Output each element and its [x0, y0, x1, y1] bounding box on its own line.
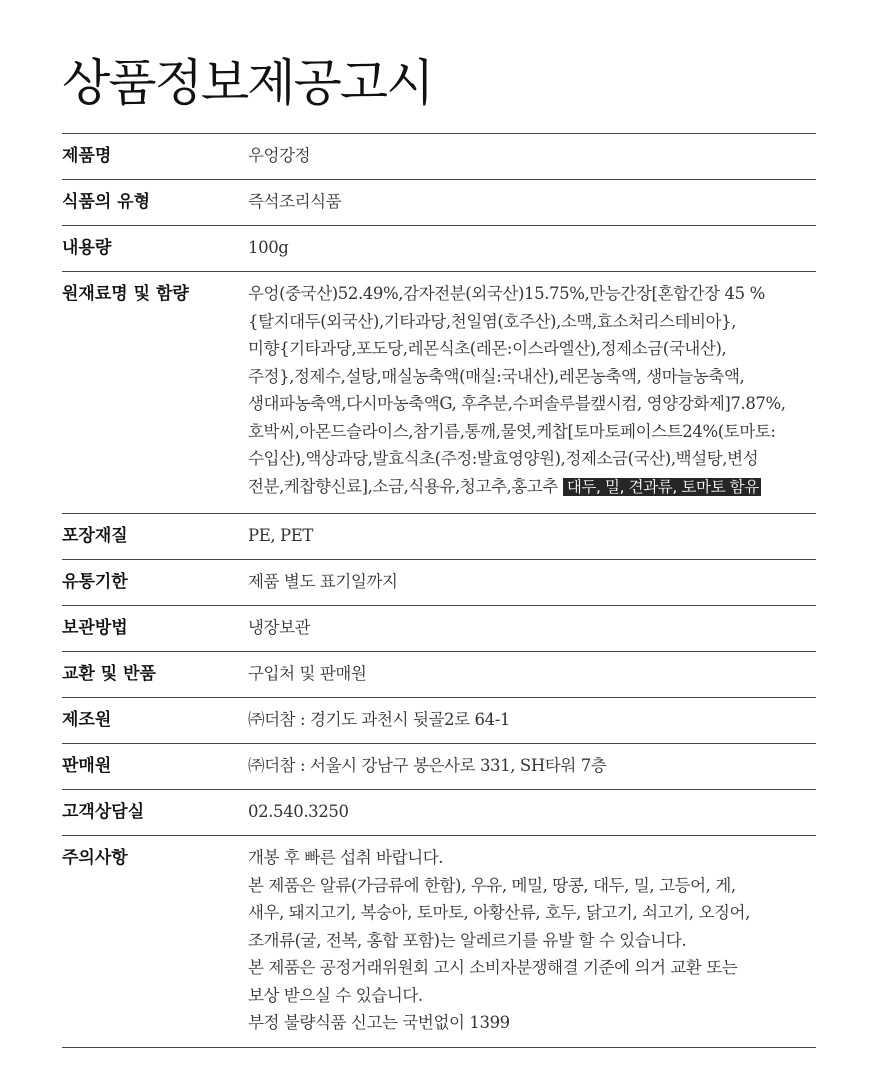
table-row [62, 272, 816, 514]
value-line: 호박씨,아몬드슬라이스,참기름,통깨,물엿,케찹[토마토페이스트24%(토마토: [248, 421, 776, 441]
value-line: 우엉(중국산)52.49%,감자전분(외국산)15.75%,만능간장[혼합간장 45 % [248, 284, 765, 303]
ingredients-value [248, 272, 816, 513]
caution-value [248, 836, 816, 1047]
row-label: 유통기한 [62, 572, 128, 592]
row-label: 교환 및 반품 [62, 664, 156, 684]
row-label: 포장재질 [62, 526, 128, 546]
row-value: 즉석조리식품 [248, 192, 342, 211]
table-row [62, 514, 816, 560]
row-label: 식품의 유형 [62, 192, 151, 212]
table-row [62, 652, 816, 698]
table-row [62, 790, 816, 836]
row-value: ㈜더참 : 서울시 강남구 봉은사로 331, SH타워 7층 [248, 756, 607, 775]
row-value: 냉장보관 [248, 618, 311, 637]
table-row [62, 836, 816, 1048]
value-line: 본 제품은 알류(가금류에 한함), 우유, 메밀, 땅콩, 대두, 밀, 고등어, 게, [248, 875, 736, 895]
value-line: 부정 불량식품 신고는 국번없이 1399 [248, 1013, 510, 1032]
table-row [62, 606, 816, 652]
page-title: 상품정보제공고시 [62, 54, 433, 112]
row-value: ㈜더참 : 경기도 과천시 뒷골2로 64-1 [248, 710, 510, 729]
row-label: 판매원 [62, 756, 112, 776]
table-row [62, 134, 816, 180]
table-row [62, 744, 816, 790]
value-line: 조개류(굴, 전복, 홍합 포함)는 알레르기를 유발 할 수 있습니다. [248, 930, 687, 950]
row-value: 구입처 및 판매원 [248, 664, 367, 683]
product-info-table [62, 133, 816, 1048]
value-line: 개봉 후 빠른 섭취 바랍니다. [248, 848, 444, 867]
row-value: 100g [248, 238, 289, 257]
row-value: 02.540.3250 [248, 802, 349, 821]
value-line: 수입산),액상과당,발효식초(주정:발효영양원),정제소금(국산),백설탕,변성 [248, 449, 759, 468]
value-line: {탈지대두(외국산),기타과당,천일염(호주산),소맥,효소처리스테비아}, [248, 311, 737, 331]
value-line-last [248, 473, 816, 502]
table-row [62, 560, 816, 606]
row-label: 주의사항 [62, 848, 128, 868]
row-label: 원재료명 및 함량 [62, 284, 189, 304]
value-line: 미향{기타과당,포도당,레몬식초(레몬:이스라엘산),정제소금(국내산), [248, 339, 727, 358]
value-line: 생대파농축액,다시마농축액G, 후추분,수퍼솔루블캪시컴, 영양강화제]7.87%, [248, 394, 786, 413]
row-value: 제품 별도 표기일까지 [248, 572, 398, 591]
row-label: 내용량 [62, 238, 112, 258]
table-row [62, 226, 816, 272]
value-line: 주정},정제수,설탕,매실농축액(매실:국내산),레몬농축액, 생마늘농축액, [248, 366, 745, 386]
value-line: 본 제품은 공정거래위원회 고시 소비자분쟁해결 기준에 의거 교환 또는 [248, 958, 738, 977]
row-label: 제조원 [62, 710, 112, 730]
row-value: PE, PET [248, 526, 313, 545]
value-line: 전분,케찹향신료],소금,식용유,청고추,홍고추 [248, 476, 558, 496]
row-value: 우엉강정 [248, 146, 311, 165]
table-row [62, 698, 816, 744]
value-line: 새우, 돼지고기, 복숭아, 토마토, 아황산류, 호두, 닭고기, 쇠고기, 오징어, [248, 903, 750, 922]
allergen-highlight: 대두, 밀, 견과류, 토마토 함유 [563, 478, 761, 496]
table-row [62, 180, 816, 226]
row-label: 고객상담실 [62, 802, 145, 822]
row-label: 보관방법 [62, 618, 128, 638]
value-line: 보상 받으실 수 있습니다. [248, 985, 423, 1005]
row-label: 제품명 [62, 146, 112, 166]
